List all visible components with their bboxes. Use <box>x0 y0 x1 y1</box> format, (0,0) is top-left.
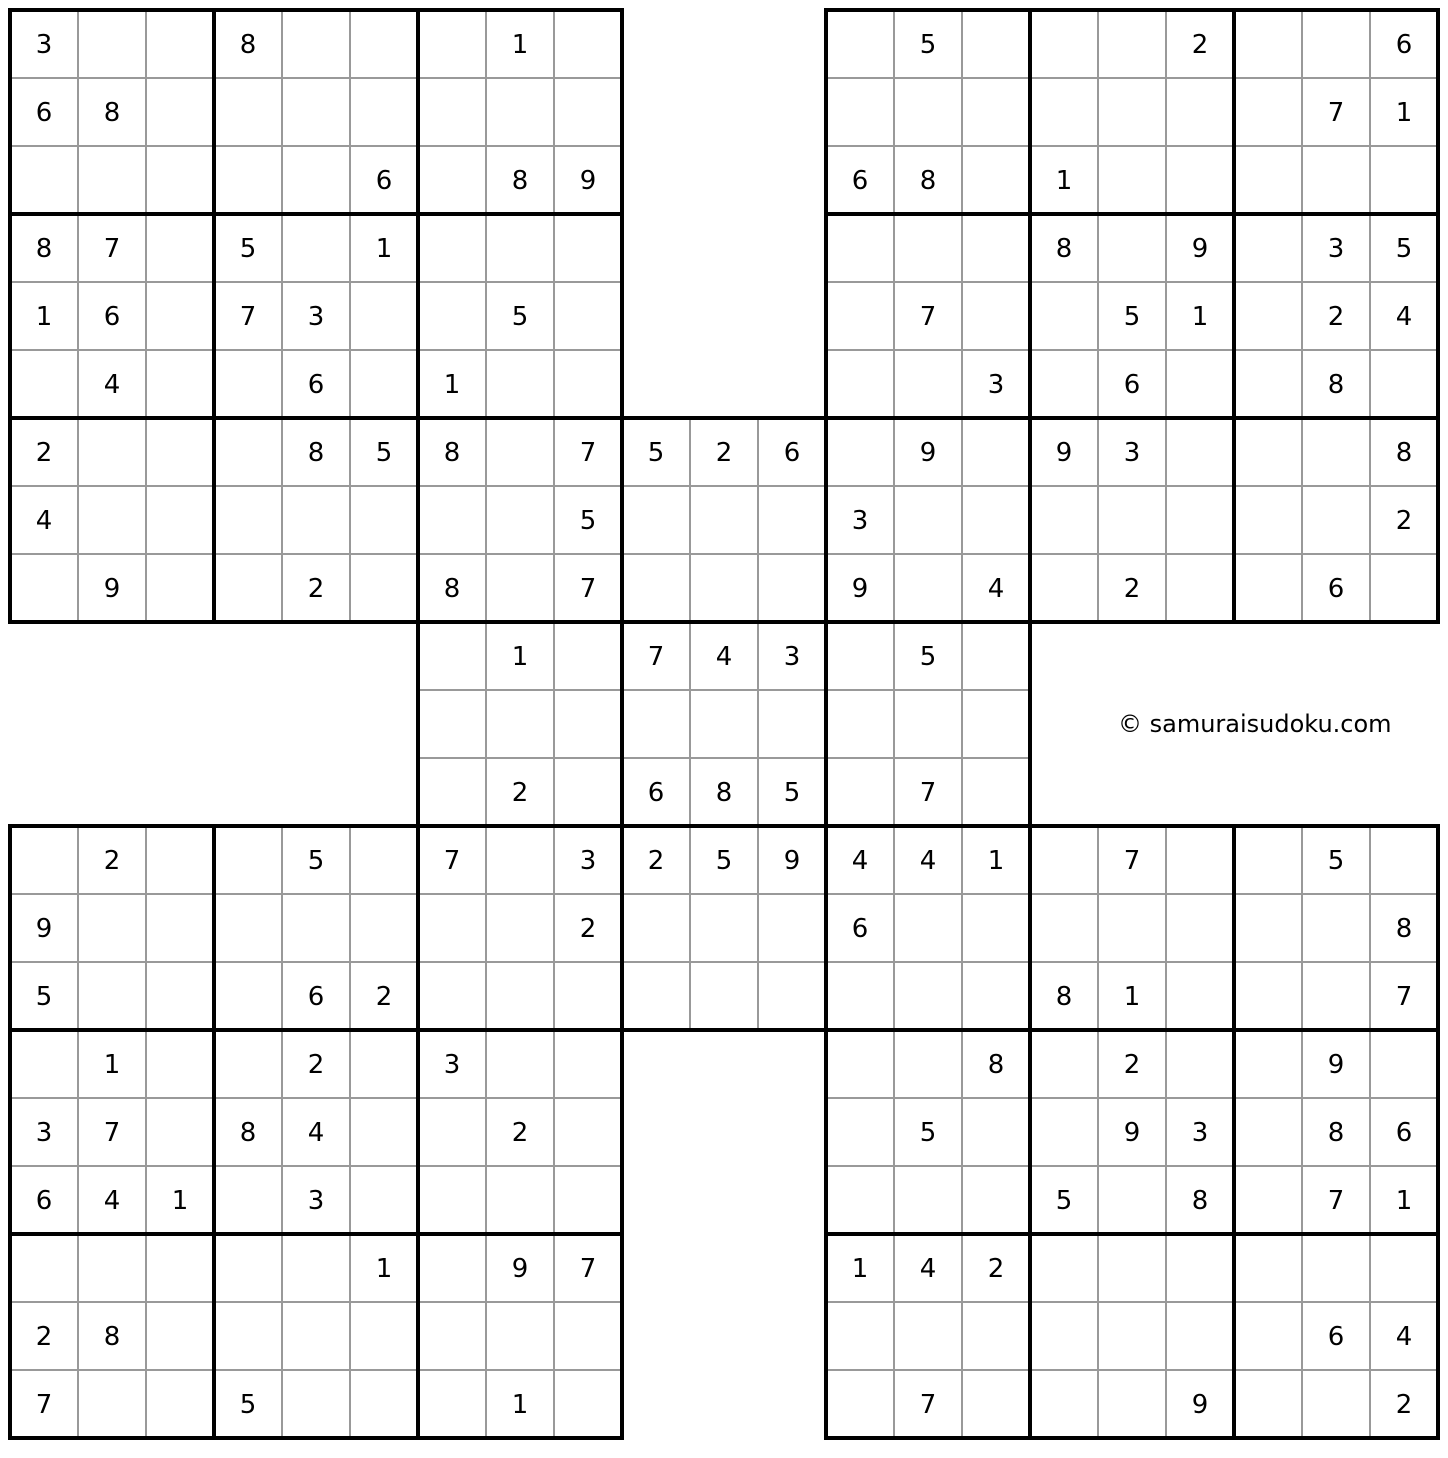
given-digit: 5 <box>715 846 733 876</box>
given-digit: 6 <box>783 438 801 468</box>
given-digit: 1 <box>511 642 529 672</box>
given-digit: 8 <box>1055 234 1073 264</box>
given-digit: 7 <box>647 642 665 672</box>
given-digit: 1 <box>1123 982 1141 1012</box>
given-digit: 2 <box>1327 302 1345 332</box>
given-digit: 6 <box>851 914 869 944</box>
given-digit: 4 <box>919 846 937 876</box>
given-digit: 2 <box>1395 1390 1413 1420</box>
given-digit: 2 <box>1191 30 1209 60</box>
given-digit: 7 <box>1327 98 1345 128</box>
given-digit: 9 <box>1123 1118 1141 1148</box>
given-digit: 4 <box>715 642 733 672</box>
given-digit: 6 <box>1395 1118 1413 1148</box>
given-digit: 9 <box>1191 1390 1209 1420</box>
given-digit: 6 <box>851 166 869 196</box>
given-digit: 4 <box>987 574 1005 604</box>
given-digit: 5 <box>375 438 393 468</box>
given-digit: 6 <box>1327 574 1345 604</box>
given-digit: 8 <box>103 1322 121 1352</box>
given-digit: 7 <box>579 438 597 468</box>
given-digit: 8 <box>1395 914 1413 944</box>
given-digit: 6 <box>1395 30 1413 60</box>
given-digit: 1 <box>1395 98 1413 128</box>
given-digit: 7 <box>239 302 257 332</box>
given-digit: 3 <box>35 1118 53 1148</box>
given-digit: 7 <box>579 1254 597 1284</box>
given-digit: 5 <box>647 438 665 468</box>
given-digit: 3 <box>1191 1118 1209 1148</box>
given-digit: 6 <box>35 98 53 128</box>
given-digit: 3 <box>1327 234 1345 264</box>
given-digit: 8 <box>35 234 53 264</box>
given-digit: 2 <box>715 438 733 468</box>
given-digit: 1 <box>375 1254 393 1284</box>
given-digit: 1 <box>987 846 1005 876</box>
given-digit: 1 <box>103 1050 121 1080</box>
given-digit: 5 <box>919 30 937 60</box>
given-digit: 8 <box>239 30 257 60</box>
given-digit: 1 <box>1191 302 1209 332</box>
given-digit: 8 <box>715 778 733 808</box>
given-digit: 6 <box>307 370 325 400</box>
given-digit: 2 <box>1123 574 1141 604</box>
given-digit: 8 <box>239 1118 257 1148</box>
given-digit: 6 <box>1327 1322 1345 1352</box>
given-digit: 2 <box>307 1050 325 1080</box>
given-digit: 6 <box>103 302 121 332</box>
given-digit: 8 <box>443 438 461 468</box>
given-digit: 7 <box>1327 1186 1345 1216</box>
given-digit: 5 <box>919 1118 937 1148</box>
given-digit: 5 <box>1123 302 1141 332</box>
given-digit: 7 <box>103 1118 121 1148</box>
given-digit: 2 <box>511 1118 529 1148</box>
given-digit: 8 <box>1395 438 1413 468</box>
given-digit: 2 <box>987 1254 1005 1284</box>
given-digit: 4 <box>1395 302 1413 332</box>
given-digit: 1 <box>375 234 393 264</box>
given-digit: 5 <box>35 982 53 1012</box>
given-digit: 2 <box>103 846 121 876</box>
given-digit: 5 <box>579 506 597 536</box>
given-digit: 2 <box>35 438 53 468</box>
given-digit: 1 <box>171 1186 189 1216</box>
given-digit: 4 <box>307 1118 325 1148</box>
given-digit: 1 <box>35 302 53 332</box>
given-digit: 3 <box>579 846 597 876</box>
given-digit: 8 <box>511 166 529 196</box>
given-digit: 2 <box>375 982 393 1012</box>
given-digit: 8 <box>1191 1186 1209 1216</box>
given-digit: 2 <box>307 574 325 604</box>
given-digit: 1 <box>511 1390 529 1420</box>
given-digit: 9 <box>1191 234 1209 264</box>
given-digit: 7 <box>1395 982 1413 1012</box>
given-digit: 5 <box>919 642 937 672</box>
given-digit: 3 <box>443 1050 461 1080</box>
given-digit: 8 <box>1327 1118 1345 1148</box>
given-digit: 8 <box>443 574 461 604</box>
given-digit: 6 <box>1123 370 1141 400</box>
given-digit: 6 <box>35 1186 53 1216</box>
given-digit: 5 <box>1055 1186 1073 1216</box>
given-digit: 3 <box>1123 438 1141 468</box>
given-digit: 2 <box>647 846 665 876</box>
given-digit: 9 <box>35 914 53 944</box>
given-digit: 4 <box>919 1254 937 1284</box>
given-digit: 5 <box>1395 234 1413 264</box>
given-digit: 1 <box>1055 166 1073 196</box>
given-digit: 9 <box>783 846 801 876</box>
given-digit: 1 <box>443 370 461 400</box>
given-digit: 2 <box>579 914 597 944</box>
given-digit: 8 <box>1055 982 1073 1012</box>
given-digit: 7 <box>919 1390 937 1420</box>
given-digit: 5 <box>239 1390 257 1420</box>
given-digit: 3 <box>307 1186 325 1216</box>
given-digit: 4 <box>103 370 121 400</box>
given-digit: 7 <box>1123 846 1141 876</box>
given-digit: 6 <box>307 982 325 1012</box>
given-digit: 8 <box>307 438 325 468</box>
given-digit: 4 <box>35 506 53 536</box>
given-digit: 4 <box>1395 1322 1413 1352</box>
given-digit: 5 <box>307 846 325 876</box>
given-digit: 1 <box>1395 1186 1413 1216</box>
given-digit: 7 <box>579 574 597 604</box>
given-digit: 8 <box>103 98 121 128</box>
given-digit: 9 <box>1055 438 1073 468</box>
given-digit: 1 <box>511 30 529 60</box>
given-digit: 9 <box>579 166 597 196</box>
given-digit: 3 <box>307 302 325 332</box>
given-digit: 7 <box>919 778 937 808</box>
given-digit: 5 <box>511 302 529 332</box>
given-digit: 8 <box>919 166 937 196</box>
given-digit: 3 <box>851 506 869 536</box>
given-digit: 4 <box>103 1186 121 1216</box>
given-digit: 5 <box>239 234 257 264</box>
given-digit: 5 <box>1327 846 1345 876</box>
given-digit: 6 <box>375 166 393 196</box>
given-digit: 7 <box>35 1390 53 1420</box>
copyright-label: © samuraisudoku.com <box>1118 710 1392 738</box>
given-digit: 7 <box>443 846 461 876</box>
given-digit: 9 <box>851 574 869 604</box>
given-digit: 8 <box>987 1050 1005 1080</box>
given-digit: 7 <box>103 234 121 264</box>
given-digit: 3 <box>35 30 53 60</box>
given-digit: 3 <box>783 642 801 672</box>
given-digit: 3 <box>987 370 1005 400</box>
given-digit: 9 <box>1327 1050 1345 1080</box>
given-digit: 9 <box>919 438 937 468</box>
given-digit: 9 <box>103 574 121 604</box>
given-digit: 1 <box>851 1254 869 1284</box>
given-digit: 6 <box>647 778 665 808</box>
given-digit: 5 <box>783 778 801 808</box>
given-digit: 7 <box>919 302 937 332</box>
given-digit: 2 <box>35 1322 53 1352</box>
given-digit: 4 <box>851 846 869 876</box>
given-digit: 2 <box>511 778 529 808</box>
given-digit: 8 <box>1327 370 1345 400</box>
given-digit: 2 <box>1395 506 1413 536</box>
given-digit: 2 <box>1123 1050 1141 1080</box>
given-digit: 9 <box>511 1254 529 1284</box>
